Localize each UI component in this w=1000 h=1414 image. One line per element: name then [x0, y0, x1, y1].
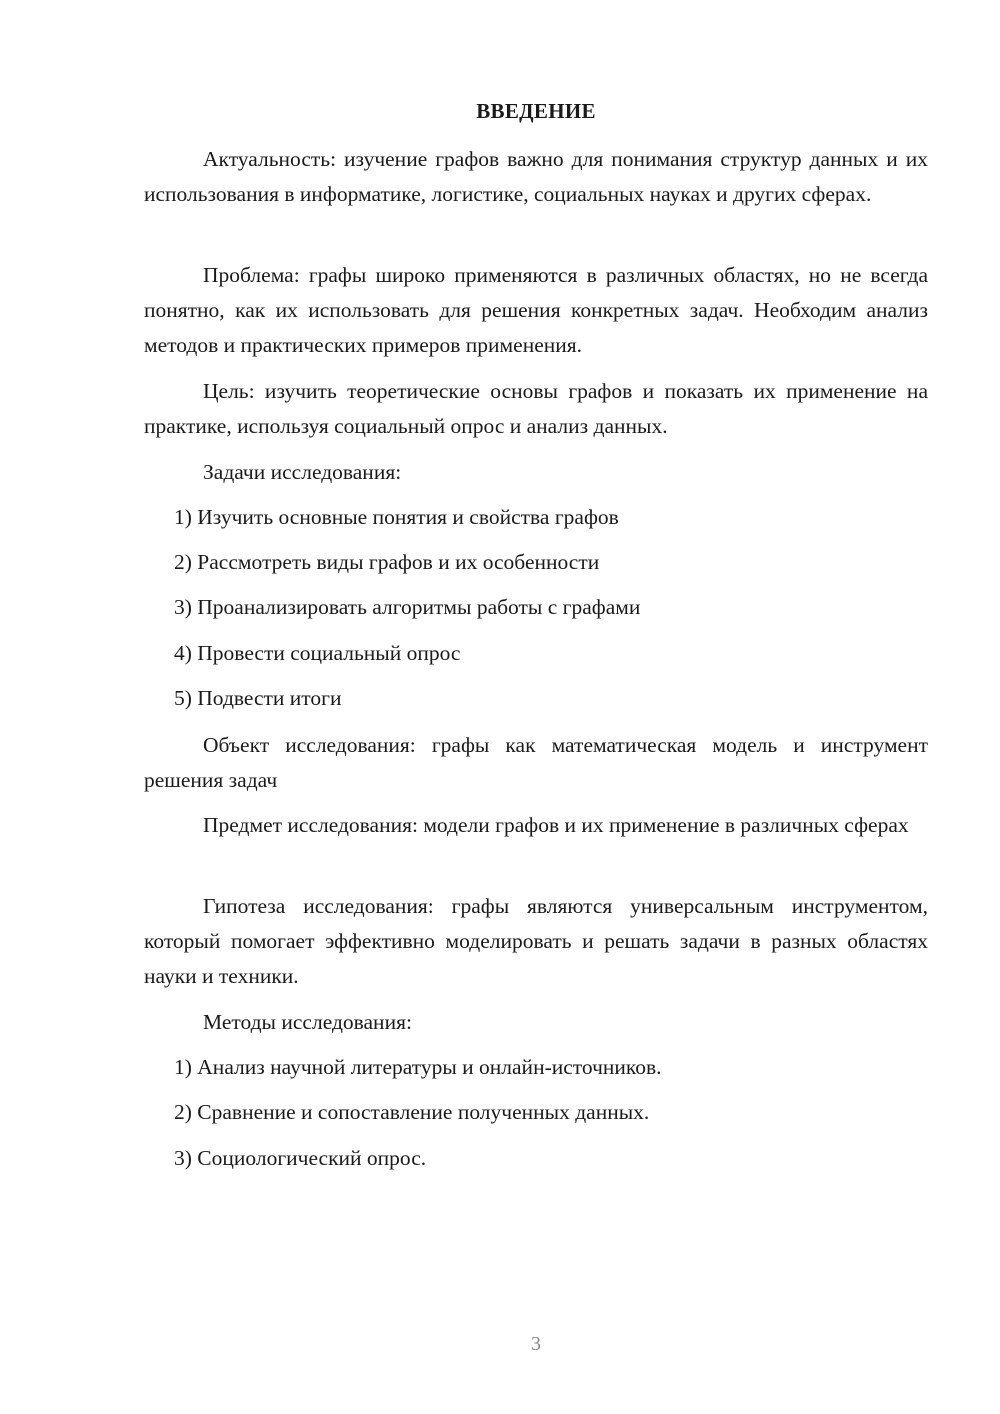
- method-item: 2) Сравнение и сопоставление полученных данных.: [174, 1100, 650, 1124]
- page-number: 3: [531, 1333, 541, 1355]
- tasks-heading: Задачи исследования:: [203, 460, 402, 484]
- method-item: 1) Анализ научной литературы и онлайн-источников.: [174, 1055, 662, 1079]
- goal-paragraph: Цель: изучить теоретические основы графов и показать их применение на практике, используя социальный опрос и анализ данных.: [144, 379, 928, 438]
- task-item: 1) Изучить основные понятия и свойства графов: [174, 505, 619, 529]
- section-title: ВВЕДЕНИЕ: [476, 99, 596, 123]
- method-item: 3) Социологический опрос.: [174, 1146, 427, 1170]
- methods-heading: Методы исследования:: [203, 1010, 412, 1034]
- task-item: 2) Рассмотреть виды графов и их особенности: [174, 550, 600, 574]
- task-item: 5) Подвести итоги: [174, 686, 342, 710]
- relevance-paragraph: Актуальность: изучение графов важно для понимания структур данных и их использования в информатике, логистике, социальных науках и других сферах.: [144, 147, 928, 206]
- task-item: 4) Провести социальный опрос: [174, 641, 461, 665]
- hypothesis-paragraph: Гипотеза исследования: графы являются универсальным инструментом, который помогает эффективно моделировать и решать задачи в разных областях науки и техники.: [144, 894, 928, 988]
- task-item: 3) Проанализировать алгоритмы работы с графами: [174, 595, 641, 619]
- problem-paragraph: Проблема: графы широко применяются в различных областях, но не всегда понятно, как их использовать для решения конкретных задач. Необходим анализ методов и практических примеров применения.: [144, 263, 928, 357]
- object-paragraph: Объект исследования: графы как математическая модель и инструмент решения задач: [144, 733, 928, 792]
- subject-paragraph: Предмет исследования: модели графов и их применение в различных сферах: [203, 813, 909, 837]
